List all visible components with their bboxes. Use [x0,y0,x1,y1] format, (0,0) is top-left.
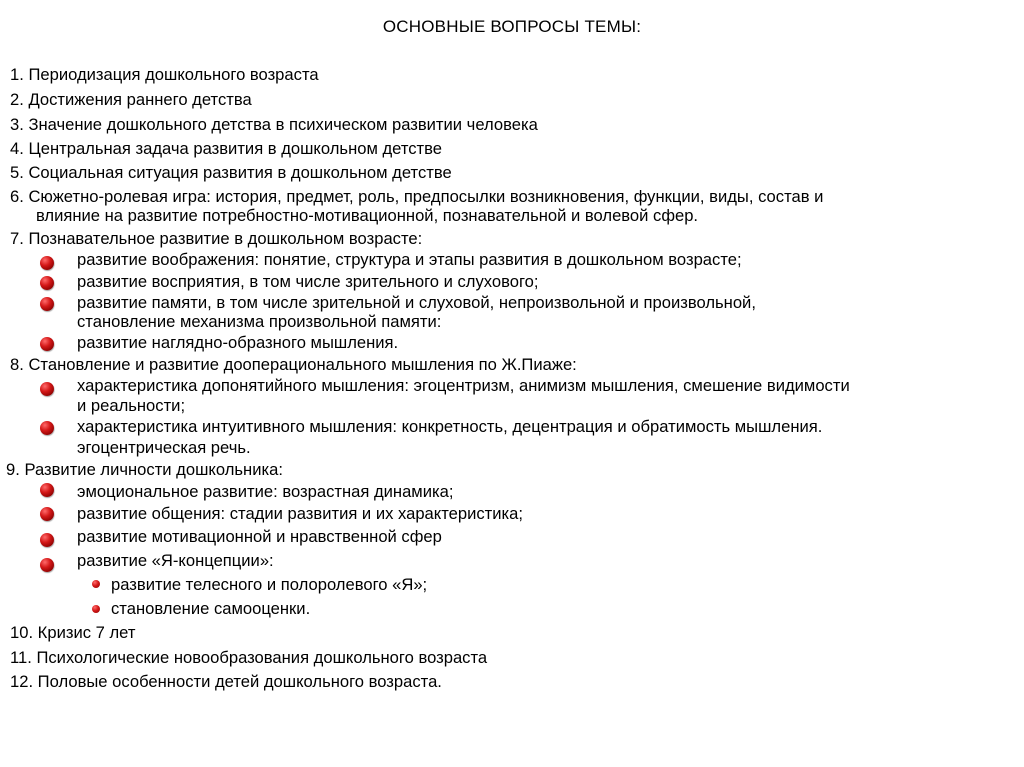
bullet-icon [40,483,54,497]
sub-sub-item: становление самооценки. [111,599,311,618]
list-item-continuation: влияние на развитие потребностно-мотивационной, познавательной и волевой сфер. [36,206,699,225]
sub-item: развитие мотивационной и нравственной сфер [77,527,442,546]
list-item: 11. Психологические новообразования дошкольного возраста [10,648,488,667]
sub-bullet-icon [92,580,100,588]
bullet-icon [40,297,54,311]
sub-item-continuation: и реальности; [77,396,186,415]
list-item: 4. Центральная задача развития в дошкольном детстве [10,139,443,158]
sub-item-continuation: эгоцентрическая речь. [77,438,251,457]
sub-item: эмоциональное развитие: возрастная динамика; [77,482,454,501]
bullet-icon [40,276,54,290]
sub-sub-item: развитие телесного и полоролевого «Я»; [111,575,428,594]
list-item: 9. Развитие личности дошкольника: [6,460,283,479]
bullet-icon [40,421,54,435]
list-item: 6. Сюжетно-ролевая игра: история, предмет, роль, предпосылки возникновения, функции, виды, состав и [10,187,824,206]
sub-bullet-icon [92,605,100,613]
sub-item: развитие наглядно-образного мышления. [77,333,399,352]
bullet-icon [40,256,54,270]
list-item: 8. Становление и развитие дооперационального мышления по Ж.Пиаже: [10,355,577,374]
sub-item: характеристика допонятийного мышления: эгоцентризм, анимизм мышления, смешение видимости [77,376,850,395]
sub-item: развитие восприятия, в том числе зрительного и слухового; [77,272,539,291]
list-item: 10. Кризис 7 лет [10,623,136,642]
list-item: 1. Периодизация дошкольного возраста [10,65,319,84]
sub-item: развитие «Я-концепции»: [77,551,274,570]
bullet-icon [40,533,54,547]
sub-item: развитие общения: стадии развития и их характеристика; [77,504,524,523]
sub-item-continuation: становление механизма произвольной памяти: [77,312,442,331]
list-item: 5. Социальная ситуация развития в дошкольном детстве [10,163,452,182]
list-item: 12. Половые особенности детей дошкольного возраста. [10,672,442,691]
sub-item: характеристика интуитивного мышления: конкретность, децентрация и обратимость мышления. [77,417,823,436]
slide-title: ОСНОВНЫЕ ВОПРОСЫ ТЕМЫ: [382,17,642,36]
bullet-icon [40,558,54,572]
bullet-icon [40,507,54,521]
bullet-icon [40,382,54,396]
list-item: 3. Значение дошкольного детства в психическом развитии человека [10,115,538,134]
sub-item: развитие воображения: понятие, структура и этапы развития в дошкольном возрасте; [77,250,742,269]
bullet-icon [40,337,54,351]
list-item: 7. Познавательное развитие в дошкольном возрасте: [10,229,423,248]
list-item: 2. Достижения раннего детства [10,90,252,109]
sub-item: развитие памяти, в том числе зрительной и слуховой, непроизвольной и произвольной, [77,293,756,312]
